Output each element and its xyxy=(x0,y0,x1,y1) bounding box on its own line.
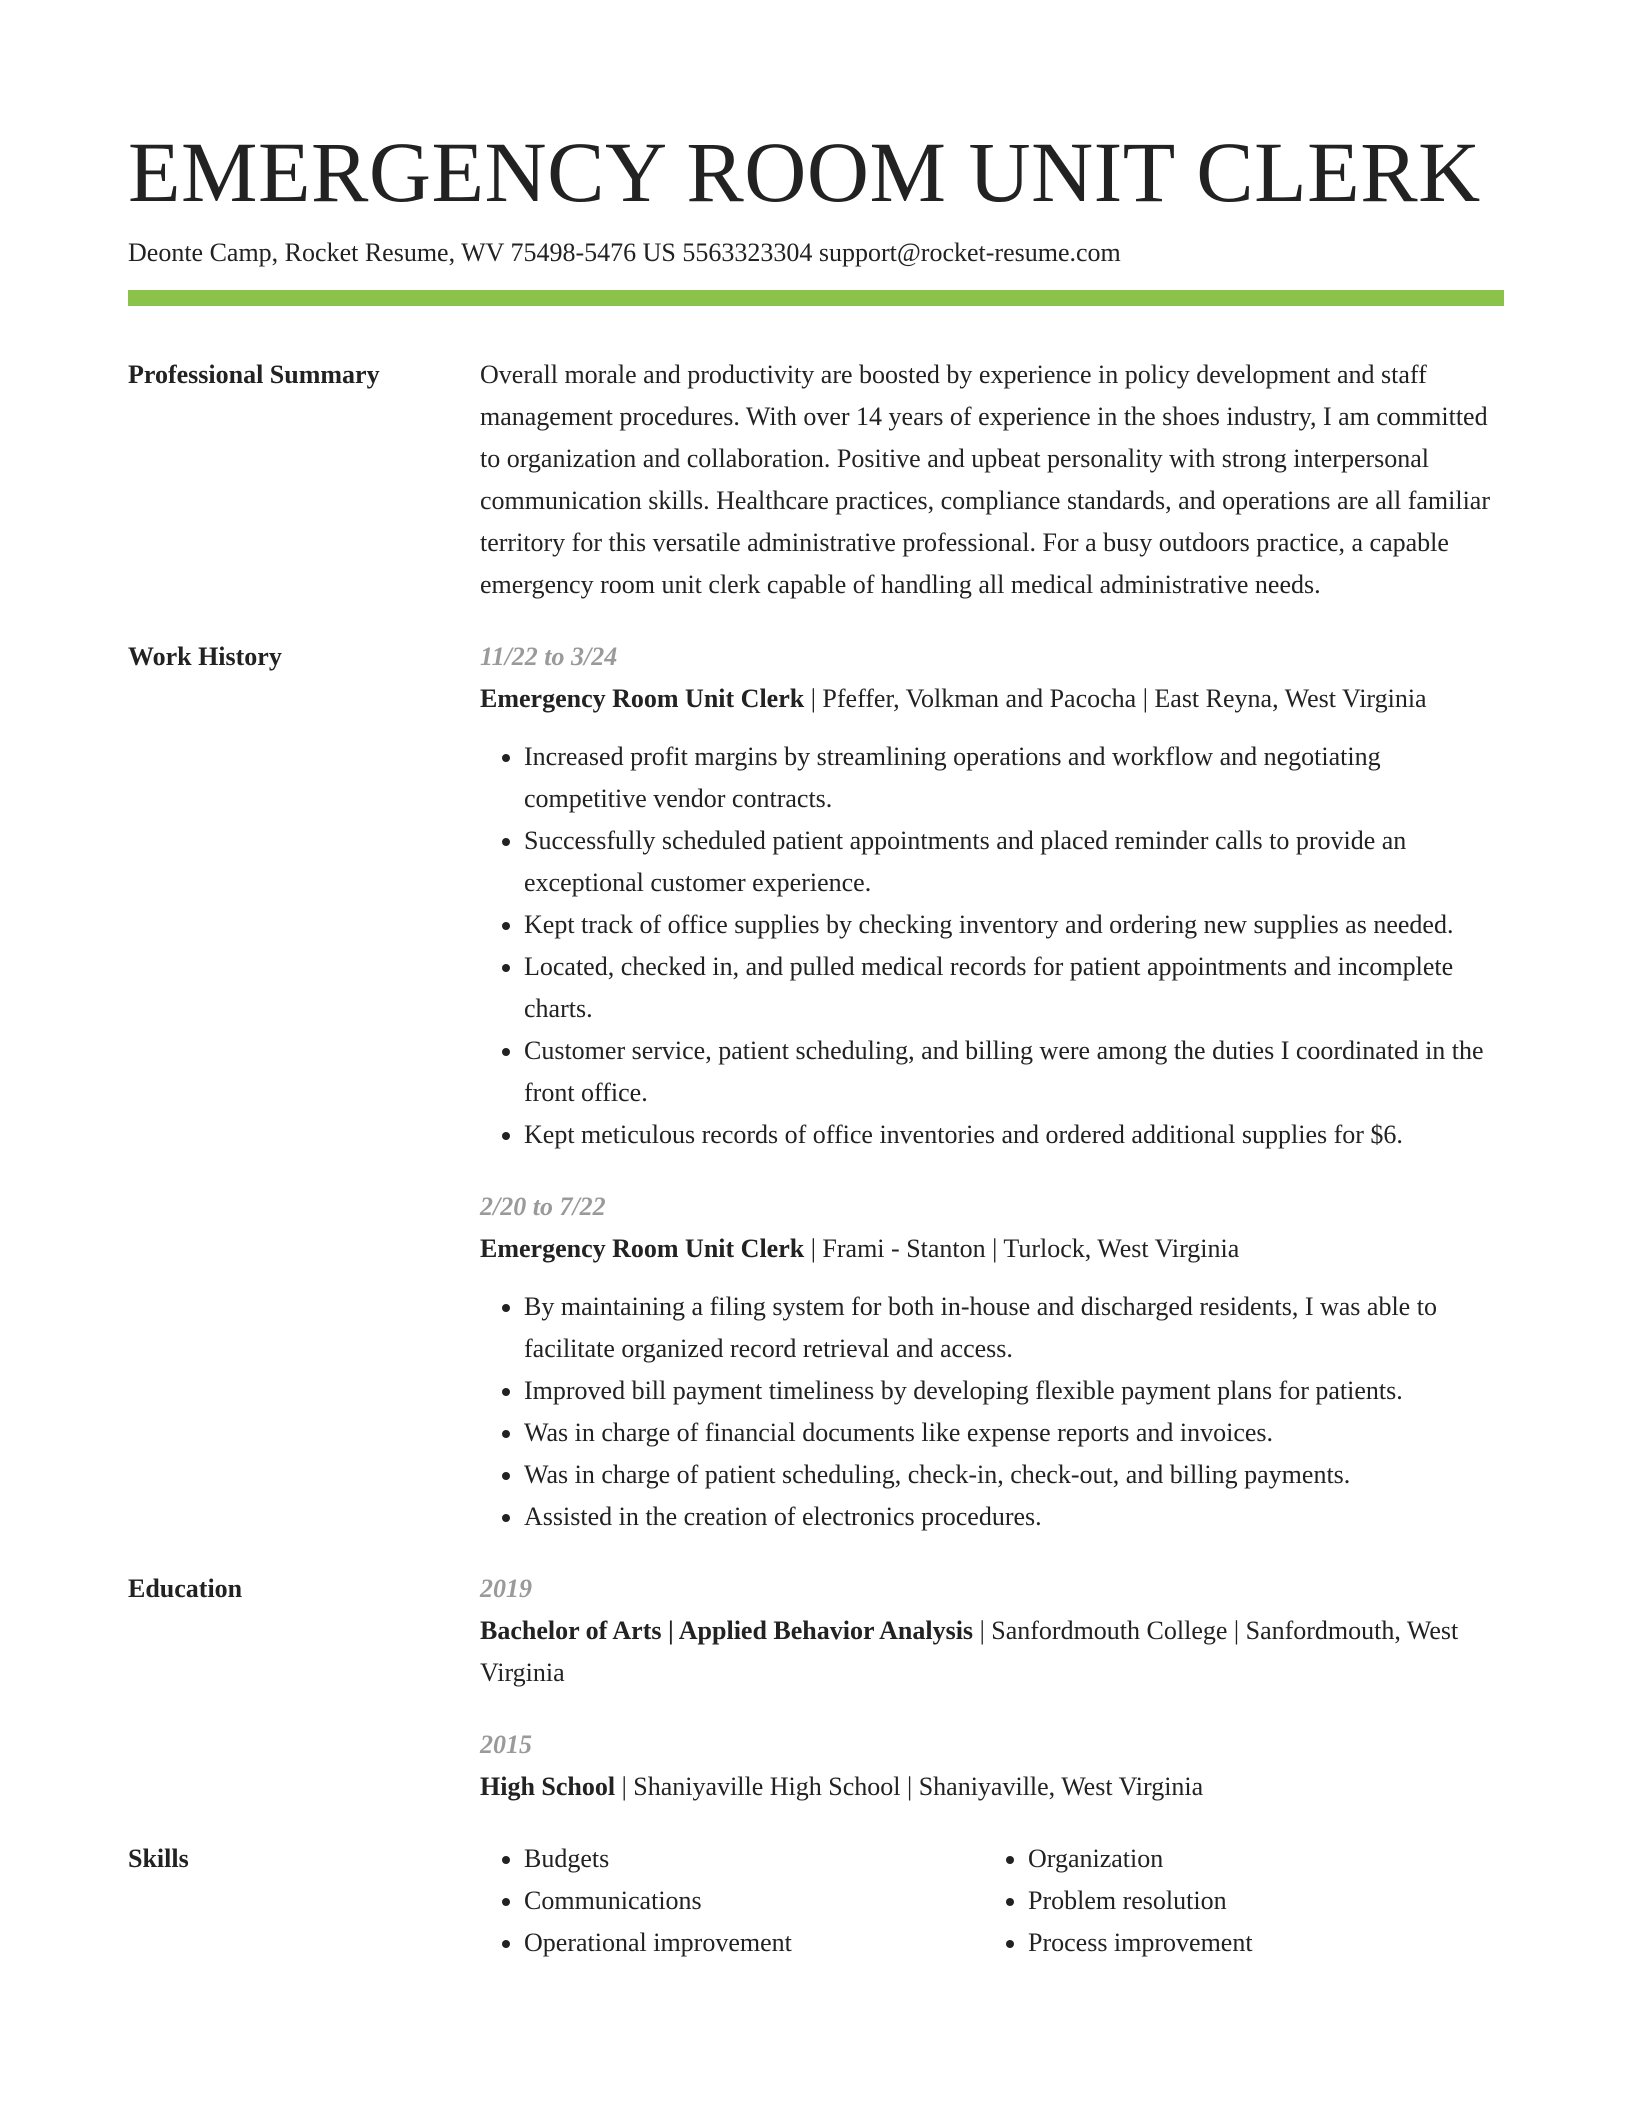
skills-section xyxy=(128,1838,1504,1957)
contact-line: Deonte Camp, Rocket Resume, WV 75498-5476 US 5563323304 support@rocket-resume.com xyxy=(128,238,1121,267)
job-bullet: • Increased profit margins by streamlining operations and workflow and negotiating competitive vendor contracts. xyxy=(524,736,1504,820)
education-heading xyxy=(480,1610,1504,1694)
skills-list-right xyxy=(984,1838,1488,1957)
job-bullet: • Was in charge of patient scheduling, check-in, check-out, and billing payments. xyxy=(524,1454,1504,1496)
skill-item: • Budgets xyxy=(524,1838,984,1880)
job-details: | Pfeffer, Volkman and Pacocha | East Reyna, West Virginia xyxy=(804,684,1427,713)
job-details: | Frami - Stanton | Turlock, West Virginia xyxy=(804,1234,1240,1263)
skills-list-left xyxy=(480,1838,984,1957)
section-title-education: Education xyxy=(128,1574,243,1603)
summary-body xyxy=(480,354,1504,606)
skills-body xyxy=(480,1838,1504,1957)
section-title-skills: Skills xyxy=(128,1844,189,1873)
skill-item: • Process improvement xyxy=(1028,1922,1488,1964)
job-date: 11/22 to 3/24 xyxy=(480,642,618,671)
resume-title: EMERGENCY ROOM UNIT CLERK xyxy=(128,124,1481,220)
education-section xyxy=(128,1568,1504,1808)
summary-text: Overall morale and productivity are boosted by experience in policy development and staff management procedures. With over 14 years of experience in the shoes industry, I am committed to organization and collaboration. Positive and upbeat personality with strong interpersonal communication skills. Healthcare practices, compliance standards, and operations are all familiar territory for this versatile administrative professional. For a busy outdoors practice, a capable emergency room unit clerk capable of handling all medical administrative needs. xyxy=(480,360,1491,599)
job-bullet: • By maintaining a filing system for both in-house and discharged residents, I was able to facilitate organized record retrieval and access. xyxy=(524,1286,1504,1370)
job-role: Emergency Room Unit Clerk xyxy=(480,684,805,713)
skill-item: • Problem resolution xyxy=(1028,1880,1488,1922)
skill-item: • Communications xyxy=(524,1880,984,1922)
education-body xyxy=(480,1568,1504,1808)
job-bullet: • Customer service, patient scheduling, and billing were among the duties I coordinated in the front office. xyxy=(524,1030,1504,1114)
skill-item: • Operational improvement xyxy=(524,1922,984,1964)
job-role: Emergency Room Unit Clerk xyxy=(480,1234,805,1263)
work-history-body xyxy=(480,636,1504,1538)
skill-item: • Organization xyxy=(1028,1838,1488,1880)
education-date: 2019 xyxy=(480,1574,532,1603)
job-entry xyxy=(480,1186,1504,1538)
summary-section xyxy=(128,354,1504,606)
job-heading xyxy=(480,1228,1504,1270)
job-bullet: • Improved bill payment timeliness by developing flexible payment plans for patients. xyxy=(524,1370,1504,1412)
accent-divider xyxy=(128,290,1504,306)
job-bullet: • Assisted in the creation of electronics procedures. xyxy=(524,1496,1504,1538)
education-entry xyxy=(480,1724,1504,1808)
job-heading xyxy=(480,678,1504,720)
education-heading xyxy=(480,1766,1504,1808)
education-date: 2015 xyxy=(480,1730,532,1759)
section-title-work-history: Work History xyxy=(128,642,282,671)
job-bullet-list xyxy=(480,1286,1504,1538)
education-details: | Shaniyaville High School | Shaniyaville, West Virginia xyxy=(615,1772,1204,1801)
work-history-section xyxy=(128,636,1504,1538)
job-bullet: • Successfully scheduled patient appointments and placed reminder calls to provide an exceptional customer experience. xyxy=(524,820,1504,904)
job-bullet: • Kept track of office supplies by checking inventory and ordering new supplies as needed. xyxy=(524,904,1504,946)
education-degree: High School xyxy=(480,1772,616,1801)
job-bullet: • Kept meticulous records of office inventories and ordered additional supplies for $6. xyxy=(524,1114,1504,1156)
education-details: | Sanfordmouth College | Sanfordmouth, West Virginia xyxy=(480,1616,1459,1687)
job-date: 2/20 to 7/22 xyxy=(480,1192,606,1221)
job-bullet: • Located, checked in, and pulled medical records for patient appointments and incomplete charts. xyxy=(524,946,1504,1030)
section-title-summary: Professional Summary xyxy=(128,360,380,389)
resume-page xyxy=(128,122,1504,1957)
job-entry xyxy=(480,636,1504,1156)
education-degree: Bachelor of Arts | Applied Behavior Analysis xyxy=(480,1616,974,1645)
job-bullet: • Was in charge of financial documents like expense reports and invoices. xyxy=(524,1412,1504,1454)
job-bullet-list xyxy=(480,736,1504,1156)
education-entry xyxy=(480,1568,1504,1694)
